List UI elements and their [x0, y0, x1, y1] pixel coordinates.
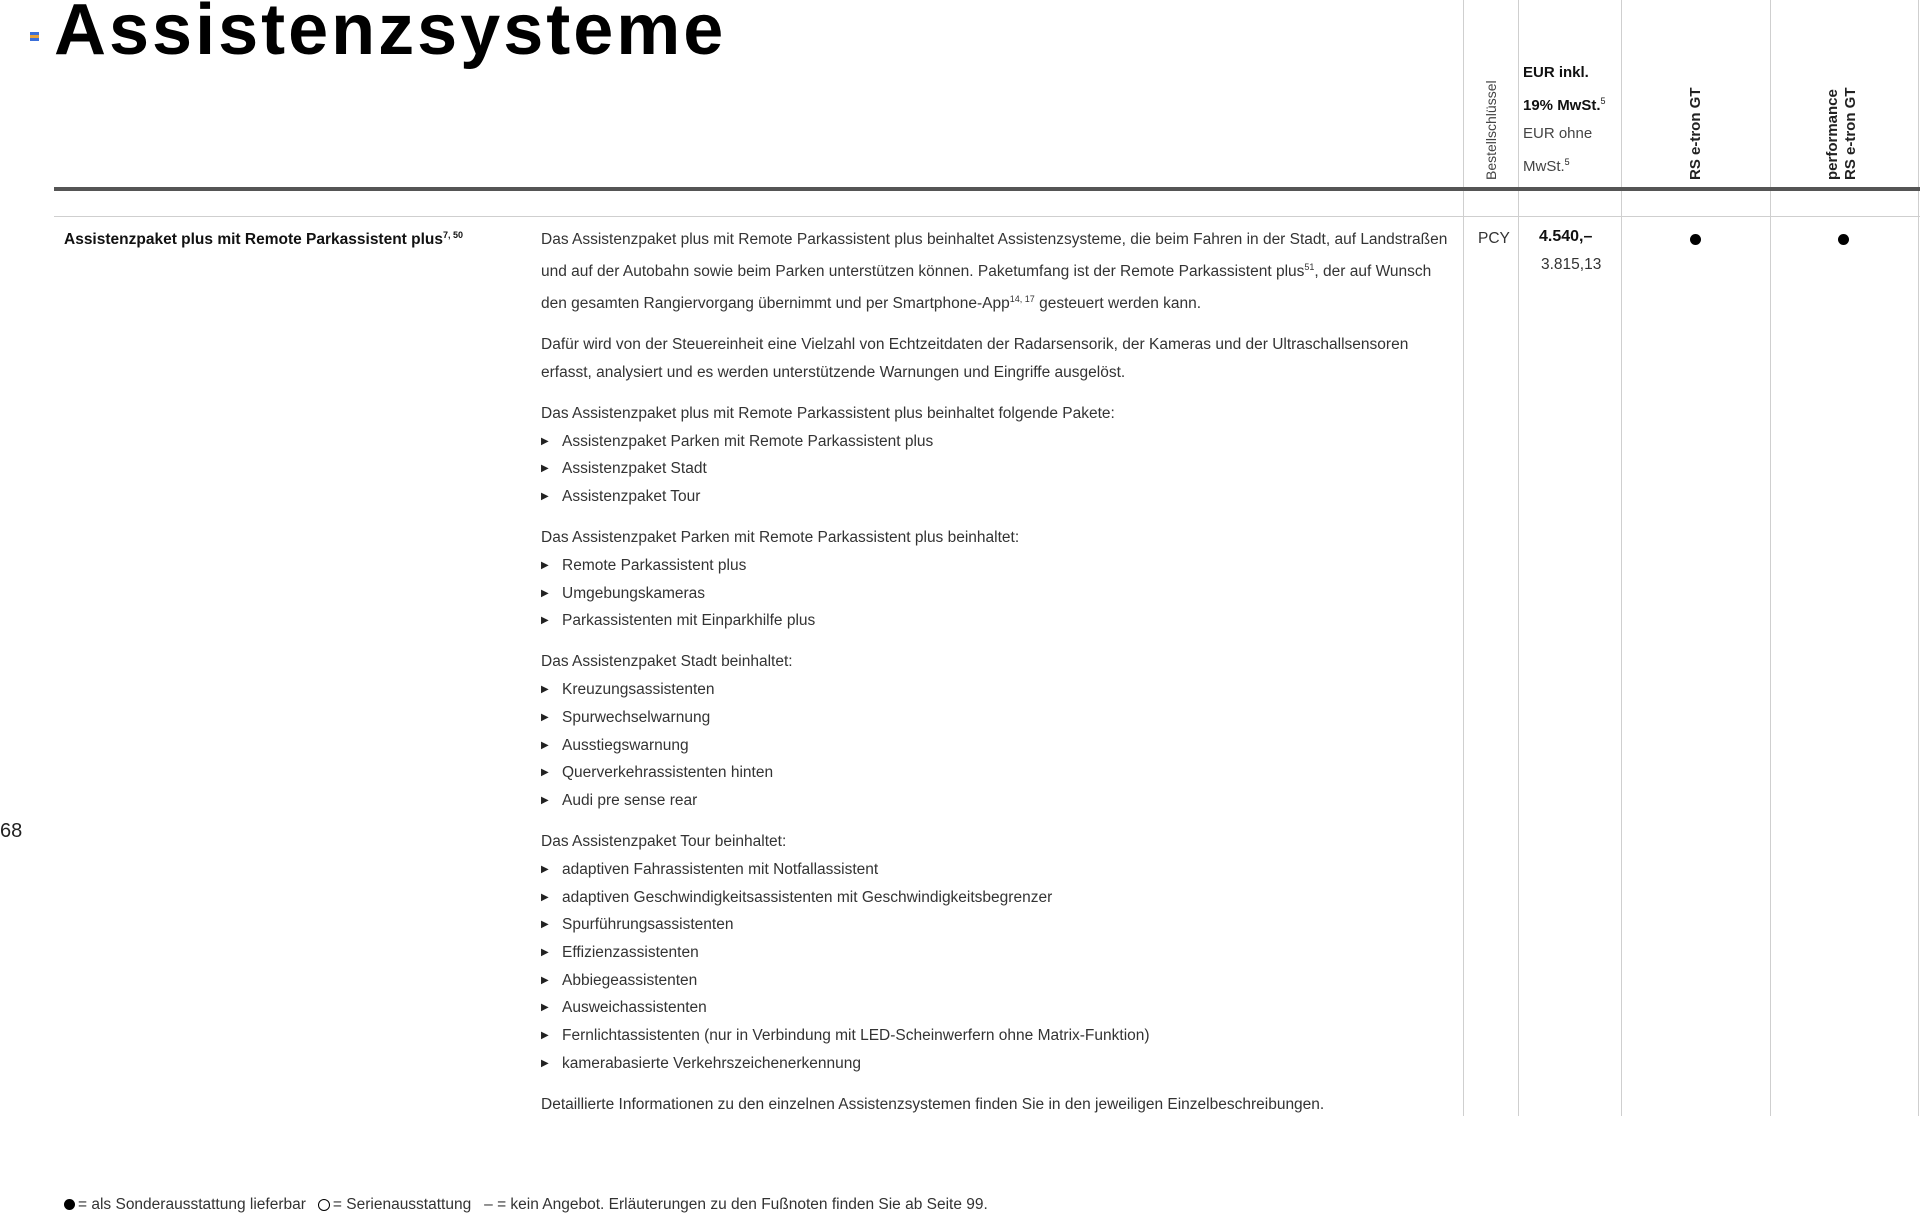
legend-open: = Serienausstattung — [332, 1196, 472, 1213]
list-item: ▶ Querverkehrassistenten hinten — [541, 759, 1451, 787]
filled-dot-icon — [64, 1199, 75, 1210]
package-description — [541, 226, 1451, 1132]
price-excl-label-2: MwSt. — [1523, 158, 1565, 175]
list-item: ▶ Parkassistenten mit Einparkhilfe plus — [541, 607, 1451, 635]
desc-paragraph-5: Das Assistenzpaket Stadt beinhaltet: — [541, 653, 793, 671]
list-item: ▶ Ausstiegswarnung — [541, 732, 1451, 760]
column-divider — [1770, 0, 1771, 1116]
bullet-arrow-icon: ▶ — [541, 1002, 549, 1014]
desc-paragraph-6: Das Assistenzpaket Tour beinhaltet: — [541, 833, 787, 851]
price-incl-label-2: 19% MwSt. — [1523, 97, 1601, 114]
bullet-arrow-icon: ▶ — [541, 587, 549, 599]
list-item: ▶ adaptiven Geschwindigkeitsassistenten mit Geschwindigkeitsbegrenzer — [541, 884, 1451, 912]
header-model-rs-etron-gt: RS e-tron GT — [1687, 87, 1704, 180]
list-item: ▶ Ausweichassistenten — [541, 994, 1451, 1022]
package-name — [64, 230, 463, 249]
bullet-arrow-icon: ▶ — [541, 1030, 549, 1042]
bullet-arrow-icon: ▶ — [541, 919, 549, 931]
column-divider — [1918, 0, 1919, 1116]
column-divider — [1621, 0, 1622, 1116]
list-item: ▶ Assistenzpaket Stadt — [541, 455, 1451, 483]
bullet-arrow-icon: ▶ — [541, 974, 549, 986]
package-name-footnote: 7, 50 — [443, 230, 464, 240]
header-model2-line2: performance — [1824, 89, 1841, 180]
column-divider — [1463, 0, 1464, 1116]
list-item: ▶ Audi pre sense rear — [541, 787, 1451, 815]
row-rule — [54, 216, 1920, 217]
price-incl-footnote: 5 — [1600, 96, 1606, 106]
order-code: PCY — [1478, 230, 1510, 247]
list-item: ▶ Umgebungskameras — [541, 580, 1451, 608]
package-name-text: Assistenzpaket plus mit Remote Parkassistent plus — [64, 231, 444, 249]
header-model-rs-etron-gt-performance — [1824, 70, 1864, 180]
bullet-arrow-icon: ▶ — [541, 794, 549, 806]
list-item: ▶ Remote Parkassistent plus — [541, 552, 1451, 580]
desc-paragraph-3: Das Assistenzpaket plus mit Remote Parkassistent plus beinhaltet folgende Pakete: — [541, 404, 1115, 422]
list-item: ▶ Fernlichtassistenten (nur in Verbindung mit LED-Scheinwerfern ohne Matrix-Funktion) — [541, 1022, 1451, 1050]
bullet-arrow-icon: ▶ — [541, 891, 549, 903]
desc-paragraph-1 — [541, 226, 1451, 317]
bullet-arrow-icon: ▶ — [541, 559, 549, 571]
bullet-arrow-icon: ▶ — [541, 463, 549, 475]
optional-equipment-dot-icon — [1838, 234, 1849, 245]
bullet-arrow-icon: ▶ — [541, 711, 549, 723]
header-price — [1523, 59, 1606, 181]
bullet-arrow-icon: ▶ — [541, 490, 549, 502]
desc-paragraph-4: Das Assistenzpaket Parken mit Remote Parkassistent plus beinhaltet: — [541, 529, 1020, 547]
list-item: ▶ Effizienzassistenten — [541, 939, 1451, 967]
list-item: ▶ Kreuzungsassistenten — [541, 676, 1451, 704]
page-title: Assistenzsysteme — [54, 0, 727, 70]
page-number: 68 — [0, 820, 23, 842]
price-incl-label-1: EUR inkl. — [1523, 64, 1589, 81]
list-item: ▶ kamerabasierte Verkehrszeichenerkennung — [541, 1050, 1451, 1078]
desc-p1-sup1: 51 — [1304, 261, 1315, 272]
header-bestellschluessel: Bestellschlüssel — [1483, 80, 1499, 180]
bullet-arrow-icon: ▶ — [541, 435, 549, 447]
legend-filled: = als Sonderausstattung lieferbar — [78, 1196, 306, 1213]
legend — [64, 1196, 988, 1214]
title-marker-icon — [30, 32, 39, 41]
price-incl-vat: 4.540,– — [1539, 228, 1593, 245]
desc-p1-c: gesteuert werden kann. — [1034, 294, 1202, 312]
desc-p1-b: , der auf Wunsch den gesamten Rangiervorgang übernimmt und per Smartphone-App — [541, 262, 1432, 312]
legend-dash: – = kein Angebot. Erläuterungen zu den Fußnoten finden Sie ab Seite 99. — [484, 1196, 988, 1213]
desc-p1-sup2: 14, 17 — [1009, 293, 1035, 304]
open-circle-icon — [318, 1199, 330, 1211]
bullet-arrow-icon: ▶ — [541, 1057, 549, 1069]
price-excl-vat: 3.815,13 — [1541, 256, 1602, 273]
column-divider — [1518, 0, 1519, 1116]
package-list — [541, 428, 1451, 511]
bullet-arrow-icon: ▶ — [541, 615, 549, 627]
list-item: ▶ Abbiegeassistenten — [541, 967, 1451, 995]
list-item: ▶ Assistenzpaket Parken mit Remote Parkassistent plus — [541, 428, 1451, 456]
tour-list — [541, 856, 1451, 1078]
header-model2-line1: RS e-tron GT — [1842, 87, 1859, 180]
stadt-list — [541, 676, 1451, 815]
list-item: ▶ Assistenzpaket Tour — [541, 483, 1451, 511]
bullet-arrow-icon: ▶ — [541, 684, 549, 696]
list-item: ▶ adaptiven Fahrassistenten mit Notfallassistent — [541, 856, 1451, 884]
list-item: ▶ Spurführungsassistenten — [541, 911, 1451, 939]
optional-equipment-dot-icon — [1690, 234, 1701, 245]
list-item: ▶ Spurwechselwarnung — [541, 704, 1451, 732]
desc-paragraph-7: Detaillierte Informationen zu den einzelnen Assistenzsystemen finden Sie in den jeweiligen Einzelbeschreibungen. — [541, 1096, 1325, 1113]
bullet-arrow-icon: ▶ — [541, 863, 549, 875]
bullet-arrow-icon: ▶ — [541, 739, 549, 751]
desc-p1-a: Das Assistenzpaket plus mit Remote Parkassistent plus beinhaltet Assistenzsysteme, die beim Fahren in der Stadt, auf Landstraßen und auf der Autobahn sowie beim Parken unterstützen können. Paketumfang ist der Remote Parkassistent plus — [541, 231, 1448, 280]
bullet-arrow-icon: ▶ — [541, 946, 549, 958]
parken-list — [541, 552, 1451, 635]
bullet-arrow-icon: ▶ — [541, 767, 549, 779]
price-excl-footnote: 5 — [1564, 157, 1570, 167]
desc-paragraph-2: Dafür wird von der Steuereinheit eine Vielzahl von Echtzeitdaten der Radarsensorik, der Kameras und der Ultraschallsensoren erfasst, analysiert und es werden unterstützende Warnungen und Eingriffe ausgelöst. — [541, 335, 1409, 381]
price-excl-label-1: EUR ohne — [1523, 125, 1593, 142]
header-rule — [54, 187, 1920, 191]
